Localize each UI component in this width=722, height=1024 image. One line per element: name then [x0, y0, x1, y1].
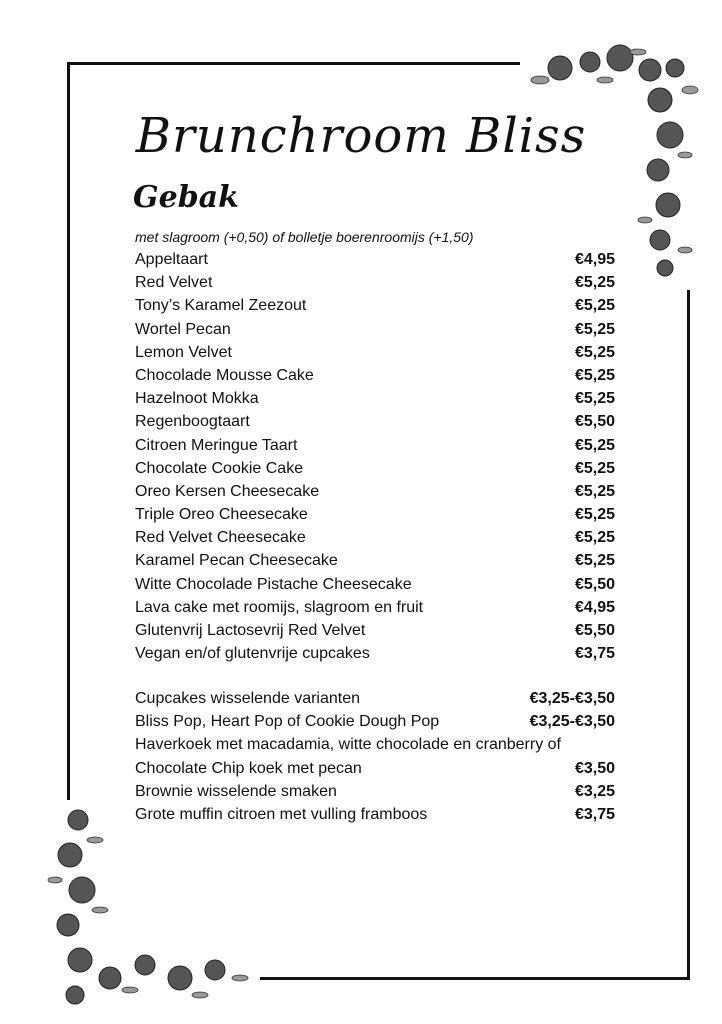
item-name: Lemon Velvet — [135, 343, 232, 361]
item-price: €5,25 — [574, 529, 615, 547]
item-price: €3,25-€3,50 — [529, 713, 615, 731]
item-name: Bliss Pop, Heart Pop of Cookie Dough Pop — [135, 713, 440, 731]
item-name: Grote muffin citroen met vulling framboos — [135, 805, 428, 823]
list-item — [135, 341, 615, 364]
rose-garland-bottom-left — [40, 800, 260, 1015]
item-name: Lava cake met roomijs, slagroom en fruit — [135, 598, 424, 616]
item-name: Wortel Pecan — [135, 320, 231, 338]
list-item — [135, 294, 615, 317]
list-item — [135, 642, 615, 665]
item-price: €5,25 — [574, 297, 615, 315]
list-item — [135, 318, 615, 341]
item-name: Triple Oreo Cheesecake — [135, 506, 308, 524]
list-item — [135, 780, 615, 803]
menu-list-extra — [135, 687, 615, 826]
list-item — [135, 434, 615, 457]
item-name: Haverkoek met macadamia, witte chocolade en cranberry of — [135, 736, 561, 754]
item-name: Oreo Kersen Cheesecake — [135, 482, 320, 500]
item-price: €5,25 — [574, 343, 615, 361]
item-name: Chocolate Chip koek met pecan — [135, 759, 362, 777]
item-name: Glutenvrij Lactosevrij Red Velvet — [135, 622, 366, 639]
item-name: Witte Chocolade Pistache Cheesecake — [135, 575, 412, 593]
item-name: Chocolade Mousse Cake — [135, 366, 314, 384]
list-item — [135, 573, 615, 596]
item-price: €3,75 — [574, 805, 615, 823]
item-price: €5,25 — [574, 390, 615, 408]
item-price: €3,50 — [574, 759, 615, 777]
item-price: €5,25 — [574, 320, 615, 338]
item-price: €3,25 — [574, 782, 615, 800]
item-name: Tony’s Karamel Zeezout — [135, 297, 307, 315]
list-item — [135, 710, 615, 733]
list-item — [135, 457, 615, 480]
item-price: €5,50 — [574, 413, 615, 431]
item-name: Regenboogtaart — [135, 413, 250, 431]
item-price: €4,95 — [574, 251, 615, 268]
page-title: Brunchroom Bliss — [135, 108, 587, 164]
item-price: €5,25 — [574, 482, 615, 500]
item-name: Red Velvet — [135, 274, 213, 292]
item-name: Citroen Meringue Taart — [135, 436, 298, 454]
list-item — [135, 733, 615, 756]
item-price: €5,25 — [574, 506, 615, 524]
menu-note: met slagroom (+0,50) of bolletje boerenroomijs (+1,50) — [135, 229, 474, 245]
item-name: Vegan en/of glutenvrije cupcakes — [135, 645, 370, 663]
list-item — [135, 596, 615, 619]
list-item — [135, 619, 615, 642]
list-item — [135, 248, 615, 271]
item-name: Appeltaart — [135, 251, 208, 268]
list-item — [135, 410, 615, 433]
item-name: Brownie wisselende smaken — [135, 782, 337, 800]
list-item — [135, 757, 615, 780]
list-item — [135, 503, 615, 526]
list-item — [135, 549, 615, 572]
list-item — [135, 803, 615, 826]
item-price: €3,25-€3,50 — [529, 690, 615, 707]
list-item — [135, 526, 615, 549]
list-item — [135, 364, 615, 387]
item-price: €5,25 — [574, 436, 615, 454]
list-item — [135, 387, 615, 410]
item-name: Hazelnoot Mokka — [135, 390, 259, 408]
menu-list-gebak — [135, 248, 615, 665]
list-item — [135, 687, 615, 710]
item-name: Red Velvet Cheesecake — [135, 529, 306, 547]
item-price: €5,25 — [574, 459, 615, 477]
item-price: €5,50 — [574, 575, 615, 593]
list-item — [135, 480, 615, 503]
item-price: €5,25 — [574, 366, 615, 384]
item-price: €4,95 — [574, 598, 615, 616]
item-price: €5,25 — [574, 274, 615, 292]
item-price: €3,75 — [574, 645, 615, 663]
section-title: Gebak — [133, 180, 239, 215]
item-name: Karamel Pecan Cheesecake — [135, 552, 338, 570]
item-price: €5,50 — [574, 622, 615, 639]
item-name: Chocolate Cookie Cake — [135, 459, 304, 477]
list-item — [135, 271, 615, 294]
item-price: €5,25 — [574, 552, 615, 570]
item-name: Cupcakes wisselende varianten — [135, 690, 361, 707]
